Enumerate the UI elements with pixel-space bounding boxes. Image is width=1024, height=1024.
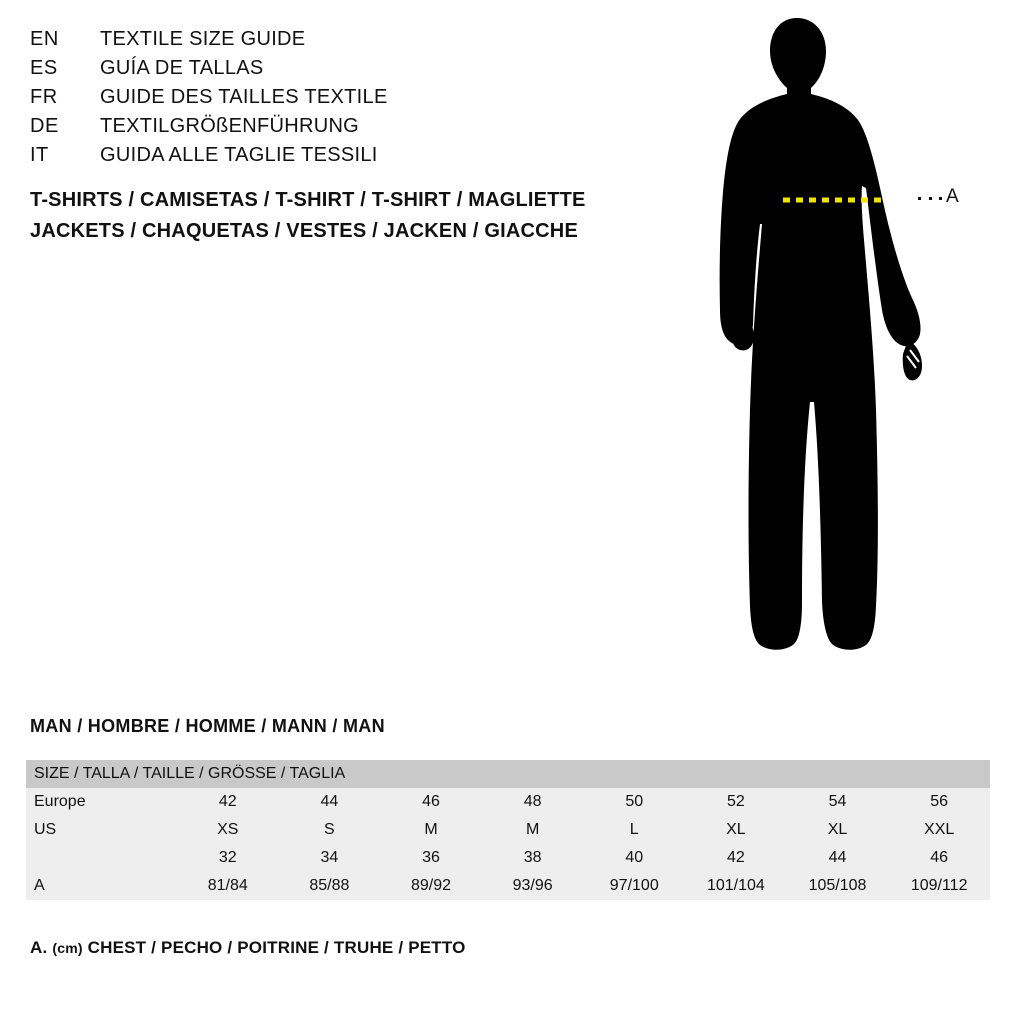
language-row <box>30 144 650 173</box>
table-cell: M <box>380 816 482 844</box>
language-row <box>30 115 650 144</box>
language-title: TEXTILE SIZE GUIDE <box>100 28 306 50</box>
table-cell: 93/96 <box>482 872 584 900</box>
table-cell: 44 <box>787 844 889 872</box>
category-block <box>30 185 670 247</box>
table-header-label: SIZE / TALLA / TAILLE / GRÖSSE / TAGLIA <box>34 765 346 782</box>
language-code: EN <box>30 28 59 50</box>
row-label-a: A <box>26 872 177 900</box>
table-cell: 34 <box>279 844 381 872</box>
size-table <box>26 760 990 900</box>
table-cell: 85/88 <box>279 872 381 900</box>
language-title: GUIDE DES TAILLES TEXTILE <box>100 86 388 108</box>
table-cell: 50 <box>583 788 685 816</box>
language-row <box>30 57 650 86</box>
category-line-tshirts: T-SHIRTS / CAMISETAS / T-SHIRT / T-SHIRT / MAGLIETTE <box>30 189 586 211</box>
row-label-blank <box>26 844 177 872</box>
table-cell: XL <box>787 816 889 844</box>
table-row <box>26 816 990 844</box>
row-label-us: US <box>26 816 177 844</box>
table-cell: 81/84 <box>177 872 279 900</box>
table-cell: 89/92 <box>380 872 482 900</box>
table-cell: L <box>583 816 685 844</box>
table-group-title: MAN / HOMBRE / HOMME / MANN / MAN <box>30 716 385 736</box>
language-code: FR <box>30 86 58 108</box>
male-silhouette-figure <box>690 10 1010 670</box>
language-title: GUIDA ALLE TAGLIE TESSILI <box>100 144 378 166</box>
footnote-chest <box>30 938 466 958</box>
table-cell: XL <box>685 816 787 844</box>
table-cell: 44 <box>279 788 381 816</box>
language-code: DE <box>30 115 59 137</box>
table-cell: 36 <box>380 844 482 872</box>
table-cell: 109/112 <box>888 872 990 900</box>
measure-label-a: A <box>946 186 960 207</box>
table-cell: 105/108 <box>787 872 889 900</box>
category-line-jackets: JACKETS / CHAQUETAS / VESTES / JACKEN / GIACCHE <box>30 220 578 242</box>
table-header-row <box>26 760 990 788</box>
table-cell: 48 <box>482 788 584 816</box>
table-cell: XS <box>177 816 279 844</box>
language-row <box>30 28 650 57</box>
table-cell: 101/104 <box>685 872 787 900</box>
row-label-europe: Europe <box>26 788 177 816</box>
table-cell: S <box>279 816 381 844</box>
footnote-text: CHEST / PECHO / POITRINE / TRUHE / PETTO <box>87 938 466 957</box>
table-cell: 32 <box>177 844 279 872</box>
table-cell: 38 <box>482 844 584 872</box>
table-cell: 56 <box>888 788 990 816</box>
table-row <box>26 872 990 900</box>
table-cell: 42 <box>177 788 279 816</box>
table-cell: XXL <box>888 816 990 844</box>
table-row <box>26 788 990 816</box>
footnote-prefix: A. <box>30 938 48 957</box>
table-cell: 40 <box>583 844 685 872</box>
language-code: ES <box>30 57 58 79</box>
table-cell: 46 <box>888 844 990 872</box>
language-code: IT <box>30 144 49 166</box>
table-cell: 46 <box>380 788 482 816</box>
measure-leader-dots <box>918 196 942 200</box>
language-title: TEXTILGRÖßENFÜHRUNG <box>100 115 360 137</box>
language-title: GUÍA DE TALLAS <box>100 57 264 79</box>
table-cell: 97/100 <box>583 872 685 900</box>
table-row <box>26 844 990 872</box>
footnote-unit: (cm) <box>52 940 83 956</box>
language-row <box>30 86 650 115</box>
table-cell: M <box>482 816 584 844</box>
table-cell: 52 <box>685 788 787 816</box>
table-cell: 54 <box>787 788 889 816</box>
table-cell: 42 <box>685 844 787 872</box>
language-title-block <box>30 28 650 173</box>
